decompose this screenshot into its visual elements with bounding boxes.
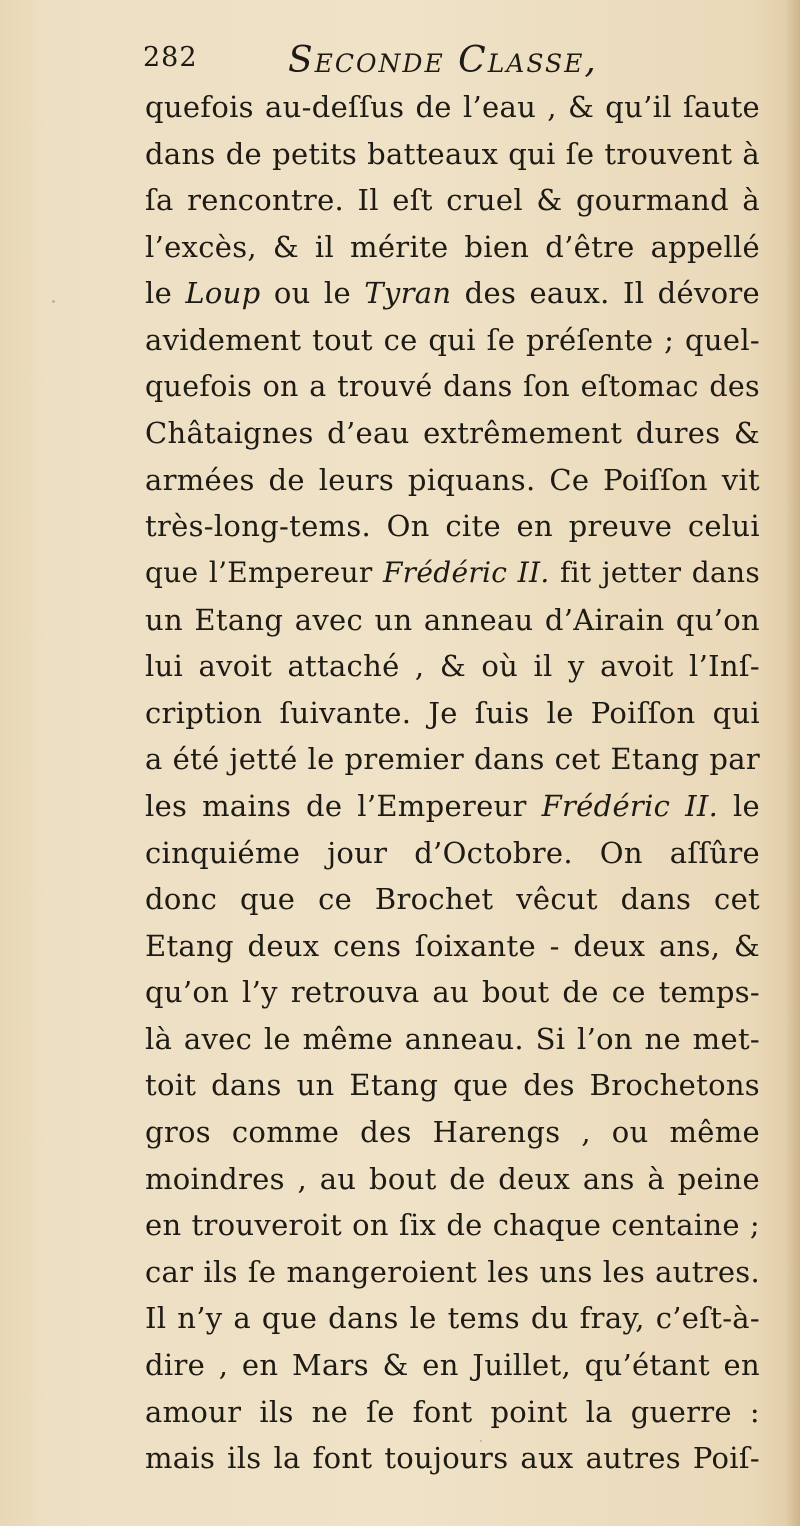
- text-run: Châtaignes d’eau extrêmement dures &: [145, 416, 760, 451]
- text-run: mais ils la font toujours aux autres Poiſ-: [145, 1441, 760, 1476]
- text-run: qu’on l’y retrouva au bout de ce temps-: [145, 975, 760, 1010]
- text-line: [145, 597, 760, 644]
- text-run: cription ſuivante. Je ſuis le Poiſſon qui: [145, 695, 760, 730]
- text-line: [145, 503, 760, 550]
- text-run: très-long-tems. On cite en preuve celui: [145, 509, 760, 544]
- text-run: le: [145, 276, 186, 311]
- italic-text: Loup: [185, 276, 261, 311]
- text-run: que l’Empereur: [145, 555, 383, 589]
- italic-text: Frédéric II.: [382, 555, 550, 589]
- text-run: cinquiéme jour d’Octobre. On aſſûre: [145, 835, 760, 870]
- text-line: [145, 317, 760, 364]
- text-line: [145, 643, 760, 690]
- text-line: [145, 1342, 760, 1389]
- text-line: [145, 876, 760, 923]
- text-line: [145, 690, 760, 737]
- text-line: [145, 736, 760, 783]
- text-line: [145, 457, 760, 504]
- text-run: ou le: [260, 276, 365, 311]
- text-run: Etang deux cens ſoixante - deux ans, &: [145, 928, 760, 963]
- text-line: [145, 923, 760, 970]
- text-run: ſa rencontre. Il eſt cruel & gourmand à: [145, 183, 760, 218]
- text-line: [145, 364, 760, 411]
- italic-text: Tyran: [364, 276, 452, 311]
- text-line: [145, 1389, 760, 1436]
- text-line: [145, 224, 760, 271]
- text-run: le: [718, 788, 761, 823]
- ink-speck: [480, 1440, 482, 1442]
- text-line: [145, 1202, 760, 1249]
- text-run: armées de leurs piquans. Ce Poiſſon vit: [145, 462, 760, 497]
- running-head: Seconde Classe,: [288, 40, 598, 81]
- text-run: des eaux. Il dévore: [451, 276, 760, 311]
- ink-speck: [52, 300, 55, 303]
- text-run: toit dans un Etang que des Brochetons: [145, 1068, 760, 1103]
- text-run: un Etang avec un anneau d’Airain qu’on: [145, 602, 760, 637]
- text-line: [145, 969, 760, 1016]
- italic-text: Frédéric II.: [541, 788, 719, 823]
- text-run: lui avoit attaché , & où il y avoit l’Inſ-: [145, 649, 760, 684]
- text-line: [145, 1156, 760, 1203]
- text-run: là avec le même anneau. Si l’on ne met-: [145, 1021, 760, 1056]
- text-run: l’excès, & il mérite bien d’être appellé: [145, 229, 760, 264]
- text-run: a été jetté le premier dans cet Etang par: [145, 742, 760, 777]
- text-line: [145, 84, 760, 131]
- page-edge-shadow: [786, 0, 800, 1526]
- text-run: car ils ſe mangeroient les uns les autres.: [145, 1254, 760, 1289]
- body-text: [145, 84, 760, 1482]
- text-run: Il n’y a que dans le tems du fray, c’eſt-à-: [145, 1301, 760, 1336]
- text-run: les mains de l’Empereur: [145, 788, 542, 823]
- text-line: [145, 131, 760, 178]
- text-line: [145, 270, 760, 317]
- text-run: quefois au-deſſus de l’eau , & qu’il ſaute: [145, 90, 760, 124]
- text-run: donc que ce Brochet vêcut dans cet: [145, 882, 760, 917]
- text-run: moindres , au bout de deux ans à peine: [145, 1161, 760, 1196]
- text-line: [145, 1249, 760, 1296]
- text-line: [145, 550, 760, 597]
- page-header: [143, 40, 763, 90]
- text-line: [145, 783, 760, 830]
- text-line: [145, 1295, 760, 1342]
- text-line: [145, 1109, 760, 1156]
- text-line: [145, 410, 760, 457]
- text-run: avidement tout ce qui ſe préſente ; quel-: [145, 322, 760, 357]
- text-run: dans de petits batteaux qui ſe trouvent à: [145, 136, 760, 171]
- text-line: [145, 177, 760, 224]
- text-run: en trouveroit on ſix de chaque centaine ;: [145, 1208, 760, 1243]
- text-run: amour ils ne ſe font point la guerre :: [145, 1394, 760, 1429]
- text-run: dire , en Mars & en Juillet, qu’étant en: [145, 1348, 760, 1383]
- text-run: gros comme des Harengs , ou même: [145, 1115, 760, 1150]
- page-number: 282: [143, 42, 198, 73]
- text-run: quefois on a trouvé dans ſon eſtomac des: [145, 369, 760, 403]
- text-line: [145, 830, 760, 877]
- text-line: [145, 1435, 760, 1482]
- text-line: [145, 1016, 760, 1063]
- text-run: fit jetter dans: [549, 555, 760, 589]
- text-line: [145, 1062, 760, 1109]
